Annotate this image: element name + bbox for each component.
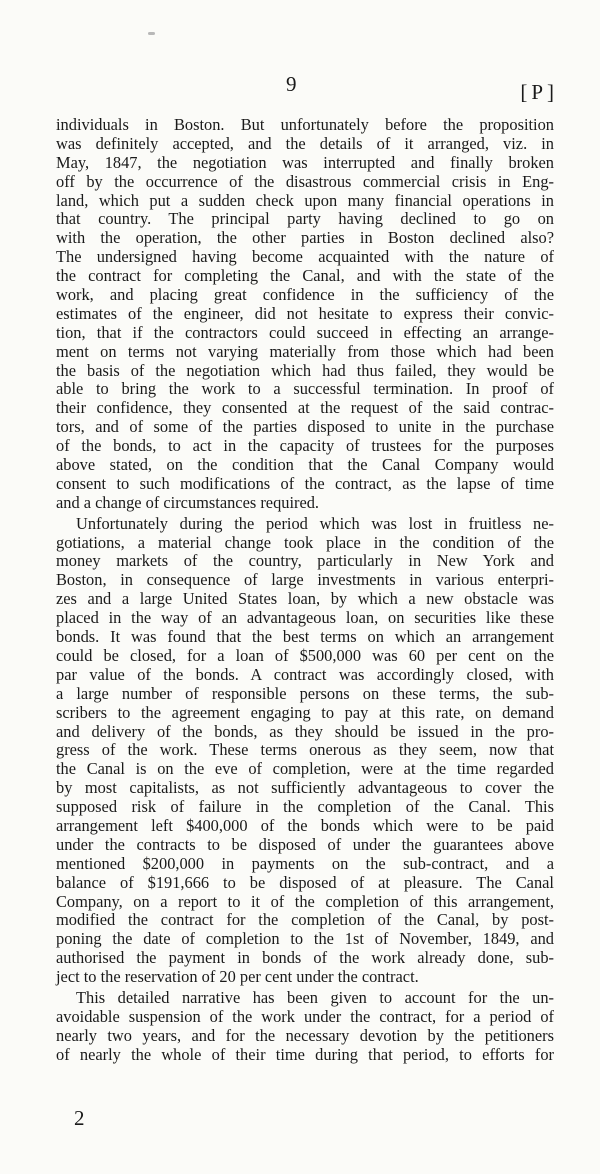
text-line: This detailed narrative has been given to account for the un- xyxy=(76,987,554,1007)
text-line: nearly two years, and for the necessary devotion by the petitioners xyxy=(56,1025,554,1045)
text-line: a large number of responsible persons on these terms, the sub- xyxy=(56,683,554,703)
text-line: work, and placing great confidence in the sufficiency of the xyxy=(56,285,554,305)
text-line: individuals in Boston. But unfortunately before the proposition xyxy=(56,115,554,134)
text-line: authorised the payment in bonds of the work already done, sub- xyxy=(56,948,554,968)
text-line: zes and a large United States loan, by which a new obstacle was xyxy=(56,589,554,609)
signature-mark: [P] xyxy=(520,80,558,104)
text-line: placed in the way of an advantageous loan, on securities like these xyxy=(56,608,554,628)
text-line: avoidable suspension of the work under the contract, for a period of xyxy=(56,1006,554,1026)
text-line: under the contracts to be disposed of under the guarantees above xyxy=(56,834,554,854)
text-line: was definitely accepted, and the details of it arranged, viz. in xyxy=(56,133,554,153)
text-line: the Canal is on the eve of completion, were at the time regarded xyxy=(56,759,554,779)
text-line: by most capitalists, as not sufficiently advantageous to cover the xyxy=(56,778,554,798)
text-line: estimates of the engineer, did not hesitate to express their convic- xyxy=(56,303,554,323)
text-line: could be closed, for a loan of $500,000 was 60 per cent on the xyxy=(56,645,554,665)
text-line: money markets of the country, particularly in New York and xyxy=(56,551,554,571)
text-line: balance of $191,666 to be disposed of at pleasure. The Canal xyxy=(56,872,554,892)
text-line: Unfortunately during the period which was lost in fruitless ne- xyxy=(76,513,554,533)
paragraph-2 xyxy=(56,515,554,987)
text-line: tors, and of some of the parties disposed to unite in the purchase xyxy=(56,417,554,437)
text-line: that country. The principal party having declined to go on xyxy=(56,209,554,229)
text-line: supposed risk of failure in the completion of the Canal. This xyxy=(56,797,554,817)
text-line: arrangement left $400,000 of the bonds which were to be paid xyxy=(56,815,554,835)
text-line: of nearly the whole of their time during that period, to efforts for xyxy=(56,1044,554,1064)
text-line: scribers to the agreement engaging to pay at this rate, on demand xyxy=(56,702,554,722)
text-line: ject to the reservation of 20 per cent under the contract. xyxy=(56,967,419,987)
text-line: gotiations, a material change took place in the condition of the xyxy=(56,532,554,552)
text-line: with the operation, the other parties in Boston declined also? xyxy=(56,228,554,248)
text-line: poning the date of completion to the 1st of November, 1849, and xyxy=(56,929,554,949)
paper-speck xyxy=(148,32,155,35)
text-line: land, which put a sudden check upon many financial operations in xyxy=(56,190,554,210)
text-line: May, 1847, the negotiation was interrupted and finally broken xyxy=(56,152,554,172)
text-line: the basis of the negotiation which had thus failed, they would be xyxy=(56,360,554,380)
text-line: gress of the work. These terms onerous as they seem, now that xyxy=(56,740,554,760)
text-line: mentioned $200,000 in payments on the sub-contract, and a xyxy=(56,853,554,873)
text-line: tion, that if the contractors could succeed in effecting an arrange- xyxy=(56,322,554,342)
text-line: ment on terms not varying materially from those which had been xyxy=(56,341,554,361)
text-line: consent to such modifications of the contract, as the lapse of time xyxy=(56,473,554,493)
text-line: Company, on a report to it of the completion of this arrangement, xyxy=(56,891,554,911)
text-line: able to bring the work to a successful termination. In proof of xyxy=(56,379,554,399)
text-line: and delivery of the bonds, as they should be issued in the pro- xyxy=(56,721,554,741)
signature-number: 2 xyxy=(74,1106,85,1130)
body-text xyxy=(56,116,554,1065)
text-line: The undersigned having become acquainted with the nature of xyxy=(56,247,554,267)
paragraph-3 xyxy=(56,989,554,1065)
text-line: the contract for completing the Canal, and with the state of the xyxy=(56,266,554,286)
text-line: off by the occurrence of the disastrous commercial crisis in Eng- xyxy=(56,171,554,191)
text-line: Boston, in consequence of large investments in various enterpri- xyxy=(56,570,554,590)
text-line: above stated, on the condition that the Canal Company would xyxy=(56,455,554,475)
text-line: and a change of circumstances required. xyxy=(56,492,320,512)
text-line: their confidence, they consented at the request of the said contrac- xyxy=(56,398,554,418)
paragraph-1 xyxy=(56,116,554,513)
text-line: of the bonds, to act in the capacity of trustees for the purposes xyxy=(56,436,554,456)
text-line: par value of the bonds. A contract was accordingly closed, with xyxy=(56,664,554,684)
page-number: 9 xyxy=(286,72,297,96)
text-line: modified the contract for the completion of the Canal, by post- xyxy=(56,910,554,930)
text-line: bonds. It was found that the best terms on which an arrangement xyxy=(56,627,554,647)
